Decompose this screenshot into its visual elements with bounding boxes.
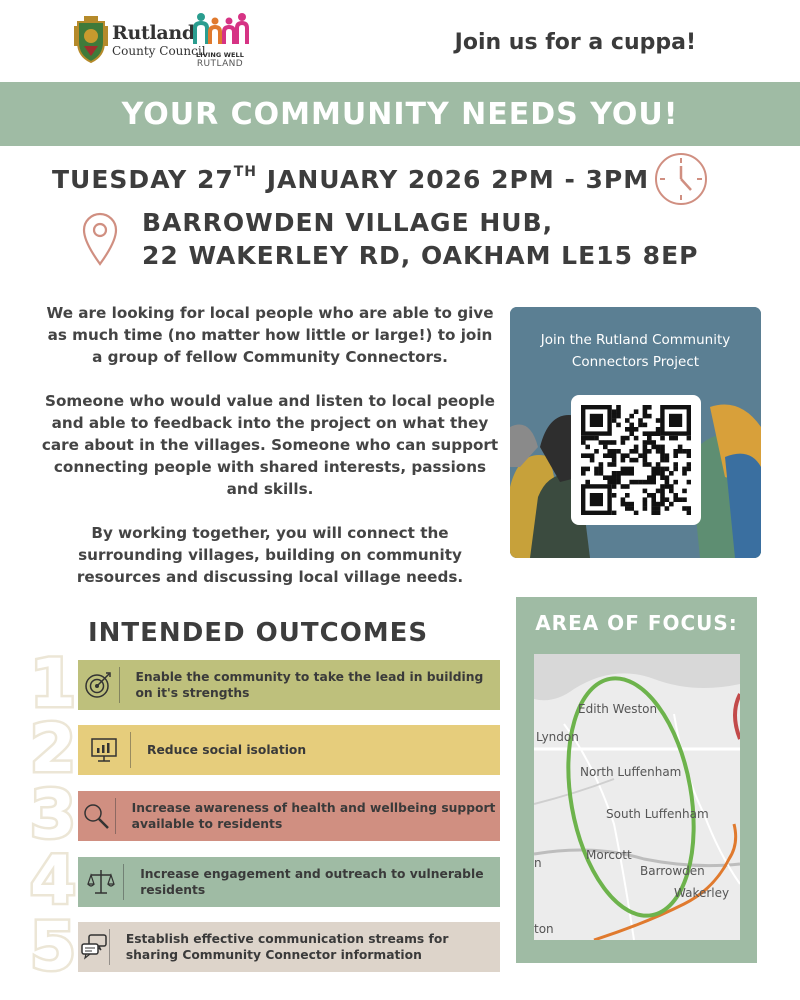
event-venue [142, 206, 698, 272]
place-label: ton [534, 922, 554, 936]
outcome-row [78, 660, 500, 710]
council-name: Rutland [112, 21, 195, 44]
header [0, 0, 800, 82]
place-label: Morcott [586, 848, 632, 862]
outcome-row [78, 857, 500, 907]
outcome-row [78, 791, 500, 841]
scales-icon [78, 857, 123, 907]
banner [0, 82, 800, 146]
monitor-chart-icon [78, 725, 130, 775]
event-date-ordinal: TH [233, 164, 258, 180]
people-figures-icon [191, 12, 249, 46]
rutland-county-council-logo [74, 16, 206, 64]
qr-card-title: Join the Rutland Community Connectors Project [540, 332, 731, 370]
outcome-text: Enable the community to take the lead in building on it's strengths [135, 670, 484, 700]
outcome-number-1: 1 [30, 645, 76, 722]
outcome-text: Increase awareness of health and wellbeing support available to residents [131, 801, 496, 831]
event-date-time: JANUARY 2026 2PM - 3PM [257, 165, 650, 194]
council-crest-icon [74, 16, 108, 64]
outcome-number-2: 2 [30, 710, 76, 787]
magnifier-icon [78, 791, 115, 841]
banner-title: YOUR COMMUNITY NEEDS YOU! [121, 96, 679, 132]
outcome-divider [130, 732, 131, 768]
rutland-label: RUTLAND [196, 59, 244, 69]
outcome-divider [123, 864, 124, 900]
venue-name: BARROWDEN VILLAGE HUB, [142, 208, 554, 237]
outcome-text: Establish effective communication streams for sharing Community Connector information [125, 932, 449, 962]
place-label: Edith Weston [578, 702, 658, 716]
outcome-divider [109, 929, 110, 965]
qr-code-icon[interactable] [581, 405, 691, 515]
outcomes-title: INTENDED OUTCOMES [88, 618, 429, 648]
place-label: North Luffenham [580, 765, 682, 779]
outcome-text: Reduce social isolation [147, 743, 307, 757]
area-of-focus-panel [516, 597, 757, 963]
living-well-rutland-logo [190, 12, 250, 69]
venue-address: 22 WAKERLEY RD, OAKHAM LE15 8EP [142, 241, 699, 270]
description [40, 302, 500, 610]
living-well-label: LIVING WELL [195, 51, 245, 59]
outcome-number-5: 5 [30, 908, 76, 985]
event-date-day: TUESDAY 27 [52, 165, 234, 194]
outcome-row [78, 922, 500, 972]
area-map [534, 654, 740, 940]
place-label: n [534, 856, 542, 870]
outcome-number-4: 4 [30, 842, 76, 919]
outcome-divider [115, 798, 116, 834]
description-paragraph: We are looking for local people who are able to give as much time (no matter how little or large!) to join a group of fellow Community Connectors. [46, 304, 494, 366]
place-label: Barrowden [640, 864, 705, 878]
event-date [52, 164, 649, 194]
place-label: Wakerley [674, 886, 730, 900]
clock-icon [654, 152, 708, 206]
outcome-number-3: 3 [30, 776, 76, 853]
speech-bubbles-icon [78, 922, 109, 972]
qr-code-container[interactable] [571, 395, 701, 525]
description-paragraph: By working together, you will connect the surrounding villages, building on community resources and discussing local village needs. [76, 524, 464, 586]
target-icon [78, 660, 119, 710]
place-label: South Luffenham [606, 807, 709, 821]
outcome-divider [119, 667, 120, 703]
qr-card[interactable] [510, 307, 761, 558]
outcome-text: Increase engagement and outreach to vulnerable residents [140, 867, 484, 897]
place-label: Lyndon [536, 730, 579, 744]
tagline: Join us for a cuppa! [454, 30, 696, 55]
area-of-focus-title: AREA OF FOCUS: [535, 611, 738, 635]
location-pin-icon [80, 210, 120, 266]
outcome-row [78, 725, 500, 775]
description-paragraph: Someone who would value and listen to local people and able to feedback into the project on what they care about in the villages. Someone who can support connecting people with shared interests, passions and skills. [41, 392, 499, 498]
council-subname: County Council [112, 43, 206, 58]
